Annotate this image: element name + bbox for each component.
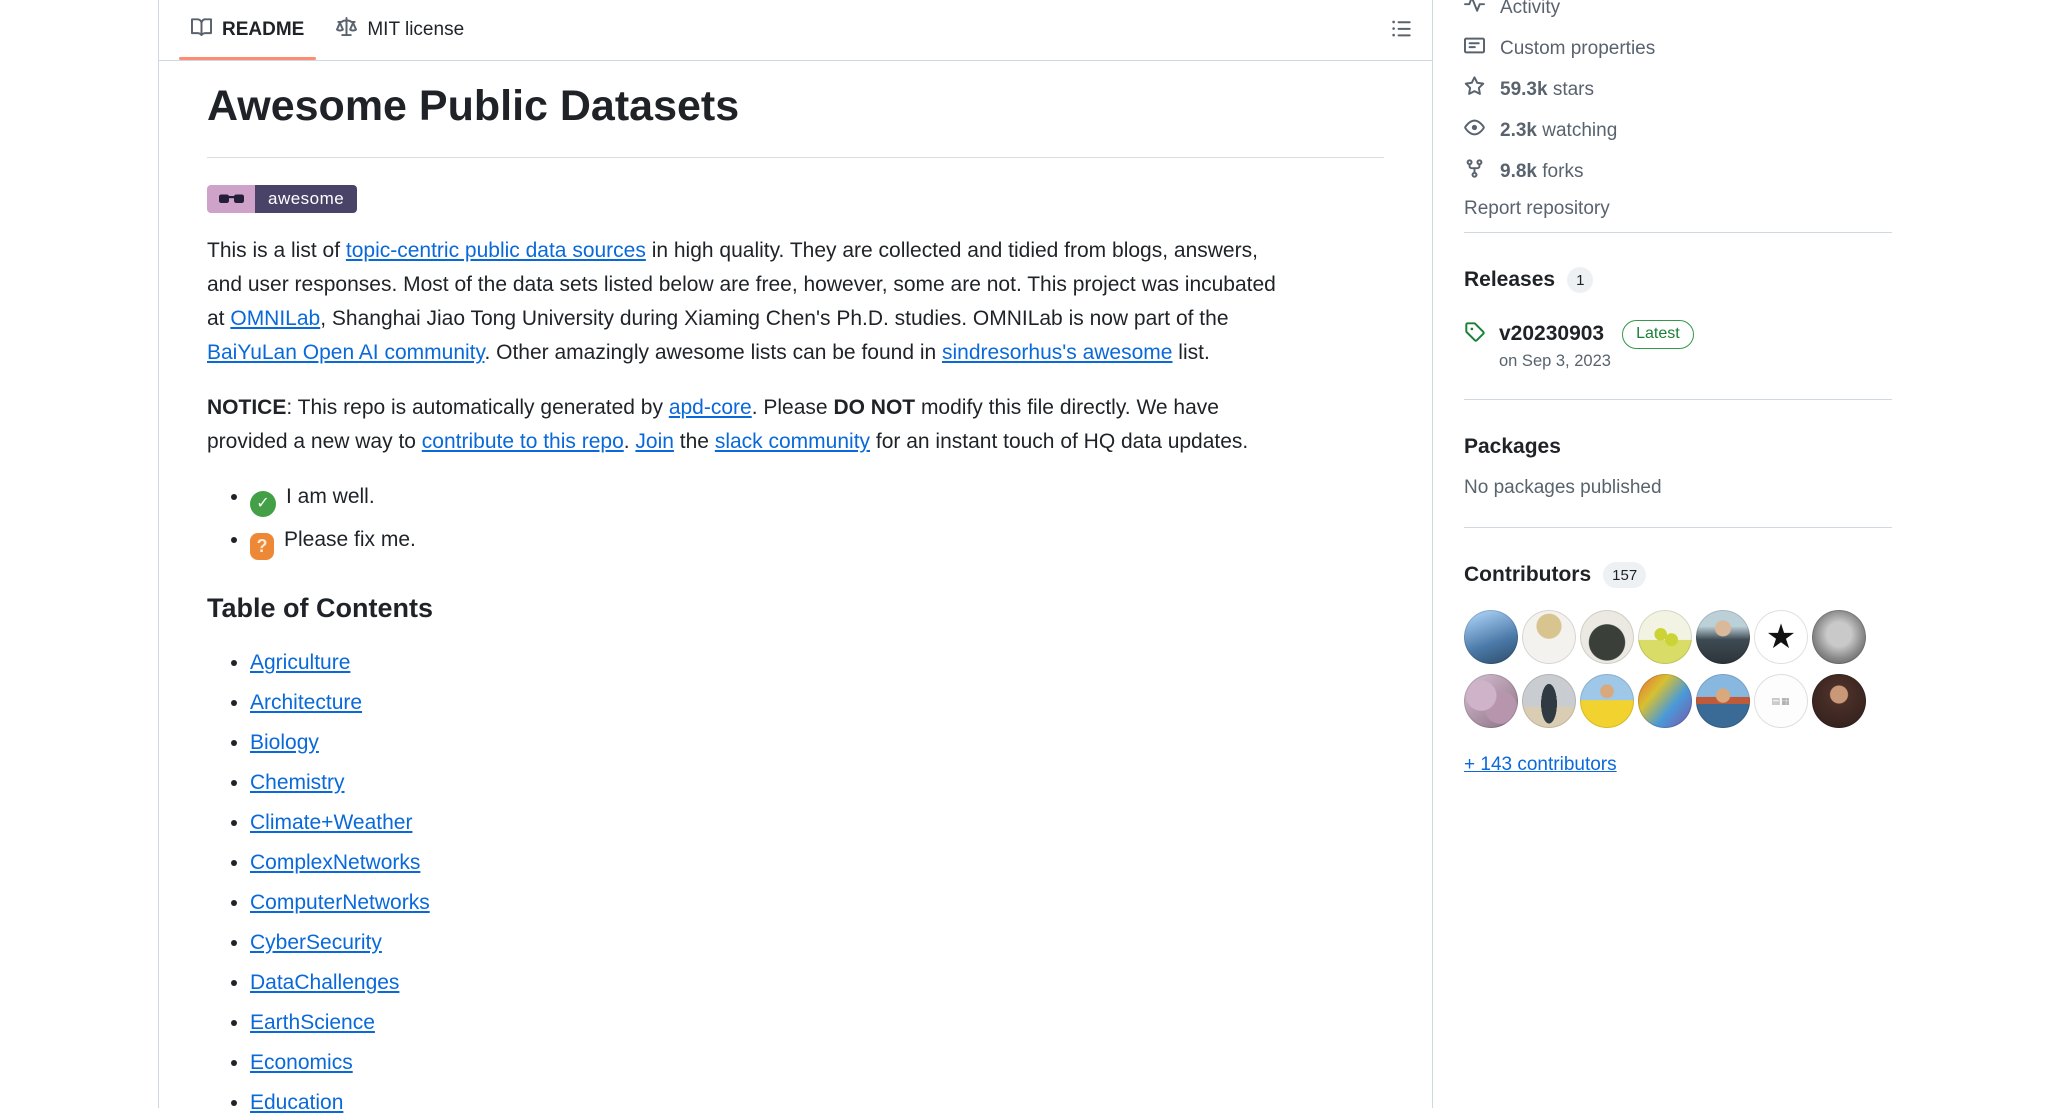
readme-card	[158, 0, 1433, 1114]
toc-heading: Table of Contents	[207, 592, 433, 623]
inline-link[interactable]: BaiYuLan Open AI community	[207, 341, 485, 364]
logo-text-icon: ▤▦	[1771, 695, 1791, 706]
toc-item	[250, 726, 1384, 760]
sidebar-divider	[1464, 527, 1892, 528]
custom-properties-label: Custom properties	[1500, 37, 1656, 59]
awesome-badge-label: awesome	[255, 185, 357, 213]
packages-empty-text: No packages published	[1464, 477, 1662, 498]
intro-paragraph: This is a list of topic-centric public data sources in high quality. They are collected and tidied from blogs, answers, and user responses. Most of the data sets listed below are free, however, some are not. This project was incubated at OMNILab, Shanghai Jiao Tong University during Xiaming Chen's Ph.D. studies. OMNILab is now part of the BaiYuLan Open AI community. Other amazingly awesome lists can be found in sindresorhus's awesome list.	[207, 239, 1276, 364]
pulse-icon	[1464, 0, 1485, 21]
more-contributors-link[interactable]: + 143 contributors	[1464, 754, 1617, 775]
sidebar-item-forks[interactable]	[1464, 151, 1892, 192]
watching-count: 2.3k	[1500, 119, 1537, 141]
stars-count: 59.3k	[1500, 78, 1548, 100]
toc-item	[250, 966, 1384, 1000]
contributor-avatar-9[interactable]	[1522, 674, 1576, 728]
toc-item	[250, 846, 1384, 880]
packages-heading-label: Packages	[1464, 435, 1561, 458]
contributor-avatar-7[interactable]	[1812, 610, 1866, 664]
inline-link[interactable]: apd-core	[668, 396, 752, 419]
tab-mit-license-label: MIT license	[367, 19, 465, 40]
release-line	[1464, 319, 1892, 349]
sidebar-item-stars[interactable]	[1464, 69, 1892, 110]
inline-link[interactable]: slack community	[714, 430, 871, 453]
toc-link[interactable]: Biology	[250, 730, 319, 754]
repo-sidebar	[1464, 0, 1892, 776]
inline-link[interactable]: sindresorhus's awesome	[942, 341, 1173, 364]
toc-link[interactable]: ComplexNetworks	[250, 850, 421, 874]
toc-link[interactable]: DataChallenges	[250, 970, 400, 994]
readme-tabbar	[159, 0, 1432, 61]
toc-link[interactable]: Climate+Weather	[250, 810, 413, 834]
toc-item	[250, 646, 1384, 680]
readme-title: Awesome Public Datasets	[207, 75, 1384, 158]
tag-icon	[1464, 321, 1485, 347]
toc-item	[250, 886, 1384, 920]
tab-readme-label: README	[222, 19, 305, 40]
list-unordered-icon	[1391, 18, 1412, 42]
bold-text: NOTICE	[207, 396, 287, 419]
sidebar-divider	[1464, 399, 1892, 400]
toc-link[interactable]: ComputerNetworks	[250, 890, 430, 914]
contributor-avatar-6[interactable]	[1754, 610, 1808, 664]
eye-icon	[1464, 117, 1485, 144]
star-icon	[1464, 76, 1485, 103]
badge-row	[207, 185, 1384, 213]
toc-link[interactable]: Chemistry	[250, 770, 345, 794]
toc-item	[250, 1006, 1384, 1040]
stars-label: stars	[1552, 78, 1595, 100]
awesome-badge[interactable]	[207, 185, 357, 213]
contributor-avatar-4[interactable]	[1638, 610, 1692, 664]
watching-text	[1500, 120, 1617, 142]
sidebar-item-custom-properties[interactable]	[1464, 28, 1892, 69]
toc-link[interactable]: Economics	[250, 1050, 353, 1074]
status-text: I am well.	[286, 485, 375, 508]
inline-link[interactable]: contribute to this repo	[421, 430, 624, 453]
toc-item	[250, 766, 1384, 800]
sunglasses-icon	[207, 185, 255, 213]
contributor-avatar-14[interactable]	[1812, 674, 1866, 728]
inline-link[interactable]: Join	[635, 430, 674, 453]
inline-link[interactable]: topic-centric public data sources	[345, 239, 646, 262]
status-item-well	[250, 480, 1384, 517]
tab-mit-license[interactable]	[320, 0, 480, 60]
toc-item	[250, 1086, 1384, 1120]
tab-readme[interactable]	[175, 0, 320, 60]
status-text: Please fix me.	[284, 528, 416, 551]
check-mark-icon	[250, 491, 276, 517]
contributor-avatar-3[interactable]	[1580, 610, 1634, 664]
contributor-avatar-13[interactable]	[1754, 674, 1808, 728]
contributors-avatars	[1464, 610, 1874, 728]
toc-link[interactable]: EarthScience	[250, 1010, 375, 1034]
book-icon	[191, 17, 212, 44]
toc-list	[207, 646, 1384, 1120]
toc-item	[250, 686, 1384, 720]
forks-count: 9.8k	[1500, 160, 1537, 182]
repo-meta-list	[1464, 0, 1892, 192]
inline-link[interactable]: OMNILab	[230, 307, 321, 330]
contributor-avatar-10[interactable]	[1580, 674, 1634, 728]
forks-label: forks	[1542, 160, 1584, 182]
stars-text	[1500, 79, 1594, 101]
note-icon	[1464, 35, 1485, 62]
latest-badge: Latest	[1622, 320, 1694, 349]
toc-link[interactable]: Education	[250, 1090, 344, 1114]
repo-forked-icon	[1464, 158, 1485, 185]
forks-text	[1500, 161, 1583, 183]
activity-label: Activity	[1500, 0, 1561, 18]
question-mark-icon	[250, 533, 274, 560]
contributors-count-badge: 157	[1603, 562, 1646, 588]
toc-link[interactable]: Agriculture	[250, 650, 351, 674]
contributor-avatar-1[interactable]	[1464, 610, 1518, 664]
toc-item	[250, 806, 1384, 840]
toc-link[interactable]: Architecture	[250, 690, 363, 714]
contributor-avatar-2[interactable]	[1522, 610, 1576, 664]
law-icon	[336, 17, 357, 44]
toc-item	[250, 926, 1384, 960]
release-item[interactable]	[1464, 319, 1892, 371]
contributor-avatar-11[interactable]	[1638, 674, 1692, 728]
packages-heading	[1464, 432, 1892, 462]
releases-heading[interactable]	[1464, 265, 1892, 295]
status-list	[207, 480, 1384, 560]
bold-text: DO NOT	[833, 396, 916, 419]
releases-count-badge: 1	[1567, 267, 1593, 293]
sidebar-item-watching[interactable]	[1464, 110, 1892, 151]
report-repository-link[interactable]: Report repository	[1464, 198, 1610, 219]
release-date: on Sep 3, 2023	[1499, 352, 1611, 370]
release-version: v20230903	[1499, 322, 1605, 345]
contributor-avatar-12[interactable]	[1696, 674, 1750, 728]
status-item-fix	[250, 523, 1384, 560]
toc-link[interactable]: CyberSecurity	[250, 930, 382, 954]
contributors-heading[interactable]	[1464, 560, 1892, 590]
contributor-avatar-8[interactable]	[1464, 674, 1518, 728]
notice-paragraph: NOTICE: This repo is automatically generated by apd-core. Please DO NOT modify this file directly. We have provided a new way to contribute to this repo. Join the slack community for an instant touch of HQ data updates.	[207, 396, 1249, 453]
sidebar-item-activity[interactable]	[1464, 0, 1892, 28]
toc-item	[250, 1046, 1384, 1080]
contributor-avatar-5[interactable]	[1696, 610, 1750, 664]
star-logo-icon: ★	[1765, 618, 1797, 656]
contributors-heading-label: Contributors	[1464, 563, 1592, 586]
readme-content	[159, 75, 1432, 1120]
watching-label: watching	[1542, 119, 1618, 141]
outline-button[interactable]	[1384, 13, 1418, 47]
sidebar-divider	[1464, 232, 1892, 233]
releases-heading-label: Releases	[1464, 268, 1556, 291]
